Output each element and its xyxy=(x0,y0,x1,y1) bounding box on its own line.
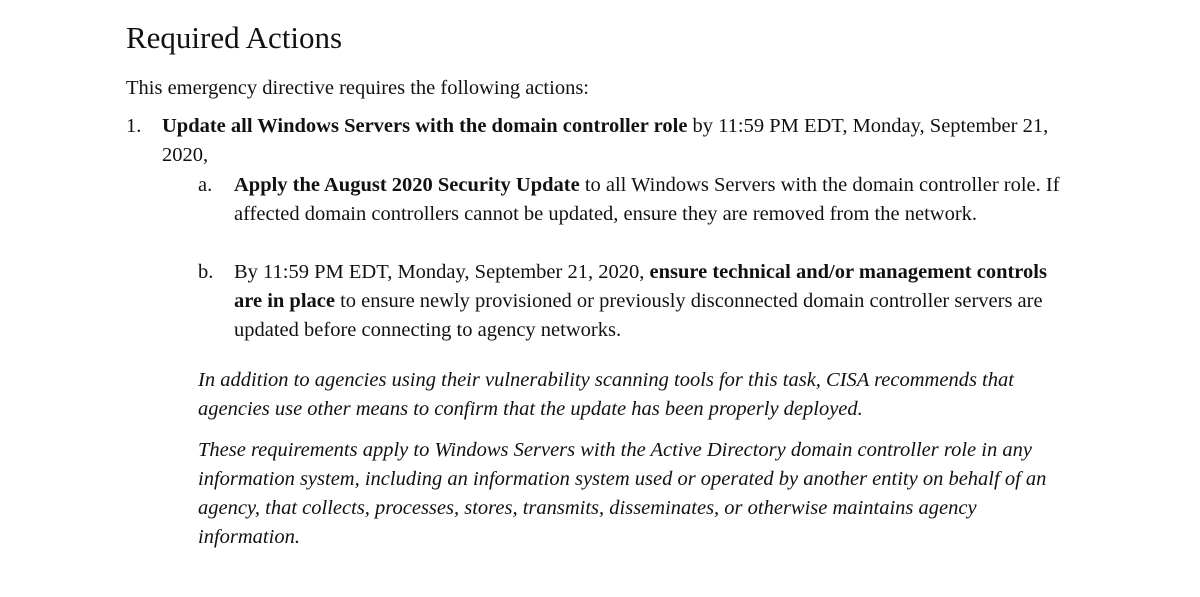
note-paragraph-1: In addition to agencies using their vulnerability scanning tools for this task, CISA recommends that agencies use other means to confirm that the update has been properly deployed. xyxy=(198,369,1014,420)
sub-item-a-rest-text: to all Windows Servers with the domain controller role. If affected domain controllers cannot be updated, ensure they are removed from the network. xyxy=(234,174,1060,225)
sub-item-b-bold-text: ensure technical and/or management controls are in place xyxy=(234,261,1047,312)
list-item-number: 1. xyxy=(126,115,142,137)
intro-paragraph: This emergency directive requires the following actions: xyxy=(126,77,590,99)
note-paragraph-2: These requirements apply to Windows Servers with the Active Directory domain controller role in any information system, including an information system used or operated by another entity on behalf of an agency, that collects, processes, stores, transmits, disseminates, or otherwise maintains agency information. xyxy=(198,439,1047,548)
sub-item-b-prefix-text: By 11:59 PM EDT, Monday, September 21, 2020, xyxy=(234,261,650,283)
sub-item-letter-a: a. xyxy=(198,174,213,196)
list-item-rest-text: by 11:59 PM EDT, Monday, September 21, 2020, xyxy=(162,115,1049,166)
page-title: Required Actions xyxy=(126,20,343,55)
sub-item-a-bold-text: Apply the August 2020 Security Update xyxy=(234,174,580,196)
list-item-bold-text: Update all Windows Servers with the domain controller role xyxy=(162,115,688,137)
sub-item-text-a xyxy=(234,171,1074,229)
list-item-text xyxy=(162,112,1062,170)
sub-item-text-b xyxy=(234,258,1074,345)
sub-item-b-rest-text: to ensure newly provisioned or previously disconnected domain controller servers are updated before connecting to agency networks. xyxy=(234,290,1043,341)
sub-item-letter-b: b. xyxy=(198,261,214,283)
